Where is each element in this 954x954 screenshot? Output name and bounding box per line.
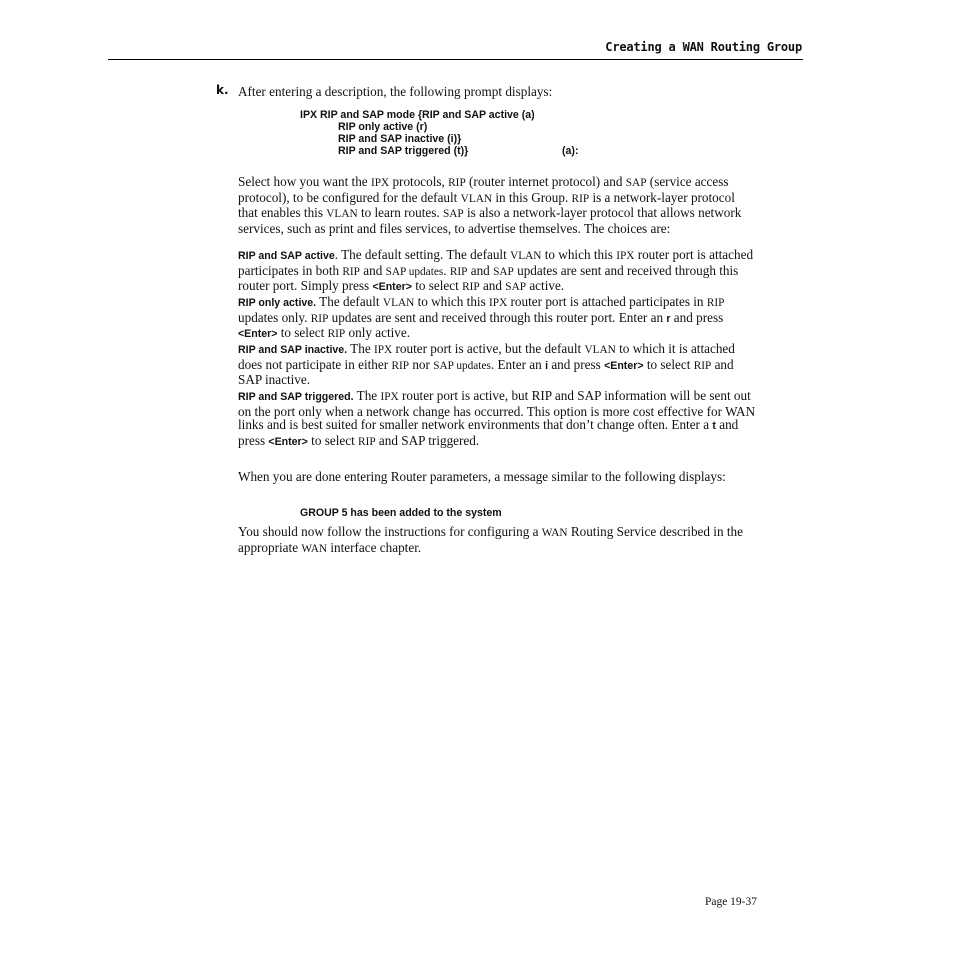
enter-key-label: <Enter> — [268, 435, 308, 448]
select-protocols-paragraph: Select how you want the IPX protocols, RIP (router internet protocol) and SAP (service access protocol), to be configured for the default VLAN in this Group. RIP is a network-layer protocol that enables this VLAN to learn routes. SAP is also a network-layer protocol that allows network services, such as print and files services, to advertise themselves. The choices are: — [238, 174, 742, 236]
option-label: RIP and SAP inactive. — [238, 344, 348, 356]
step-intro-text: After entering a description, the following prompt displays: — [238, 84, 553, 99]
prompt-line-text: RIP and SAP triggered (t)} — [338, 145, 469, 157]
option-label: RIP and SAP triggered. — [238, 391, 354, 403]
key-letter: t — [712, 420, 716, 432]
done-paragraph: When you are done entering Router parameters, a message similar to the following displays: — [238, 469, 726, 484]
key-letter: r — [666, 312, 671, 325]
option-label: RIP only active. — [238, 297, 317, 309]
prompt-line: RIP and SAP inactive (i)} — [338, 133, 462, 145]
enter-key-label: <Enter> — [238, 328, 278, 340]
option-rip-only-active: RIP only active. The default VLAN to which this IPX router port is attached participates in RIP updates only. RIP updates are sent and received through this router port. Enter an r and press <Enter> to select RIP only active. — [238, 294, 725, 340]
prompt-line: RIP only active (r) — [338, 121, 428, 133]
step-marker: k. — [216, 83, 229, 97]
enter-key-label: <Enter> — [604, 359, 644, 372]
page-number: Page 19-37 — [704, 896, 757, 908]
option-rip-sap-active: RIP and SAP active. The default setting. The default VLAN to which this IPX router port is attached participates in both RIP and SAP updates. RIP and SAP updates are sent and received through this router port. Simply press <Enter> to select RIP and SAP active. — [238, 247, 754, 293]
prompt-default-value: (a): — [562, 145, 579, 157]
running-header-title: Creating a WAN Routing Group — [605, 40, 802, 54]
header-divider — [108, 59, 803, 60]
key-letter: i — [545, 359, 549, 372]
prompt-block — [300, 109, 620, 157]
prompt-line-last — [300, 145, 620, 157]
system-message: GROUP 5 has been added to the system — [300, 507, 502, 519]
option-label: RIP and SAP active — [238, 250, 335, 262]
enter-key-label: <Enter> — [372, 281, 412, 293]
option-rip-sap-inactive: RIP and SAP inactive. The IPX router port is active, but the default VLAN to which it is attached does not participate in either RIP nor SAP updates. Enter an i and press <Enter> to select RIP and SAP inactive. — [238, 341, 735, 387]
follow-instructions-paragraph: You should now follow the instructions for configuring a WAN Routing Service described in the appropriate WAN interface chapter. — [238, 524, 743, 555]
option-rip-sap-triggered: RIP and SAP triggered. The IPX router port is active, but RIP and SAP information will be sent out on the port only when a network change has occurred. This option is more cost effective for WAN links and is best suited for smaller network environments that don’t change often. Enter a t and press <Enter> to select RIP and SAP triggered. — [238, 388, 756, 448]
prompt-line: IPX RIP and SAP mode {RIP and SAP active (a) — [300, 109, 535, 121]
